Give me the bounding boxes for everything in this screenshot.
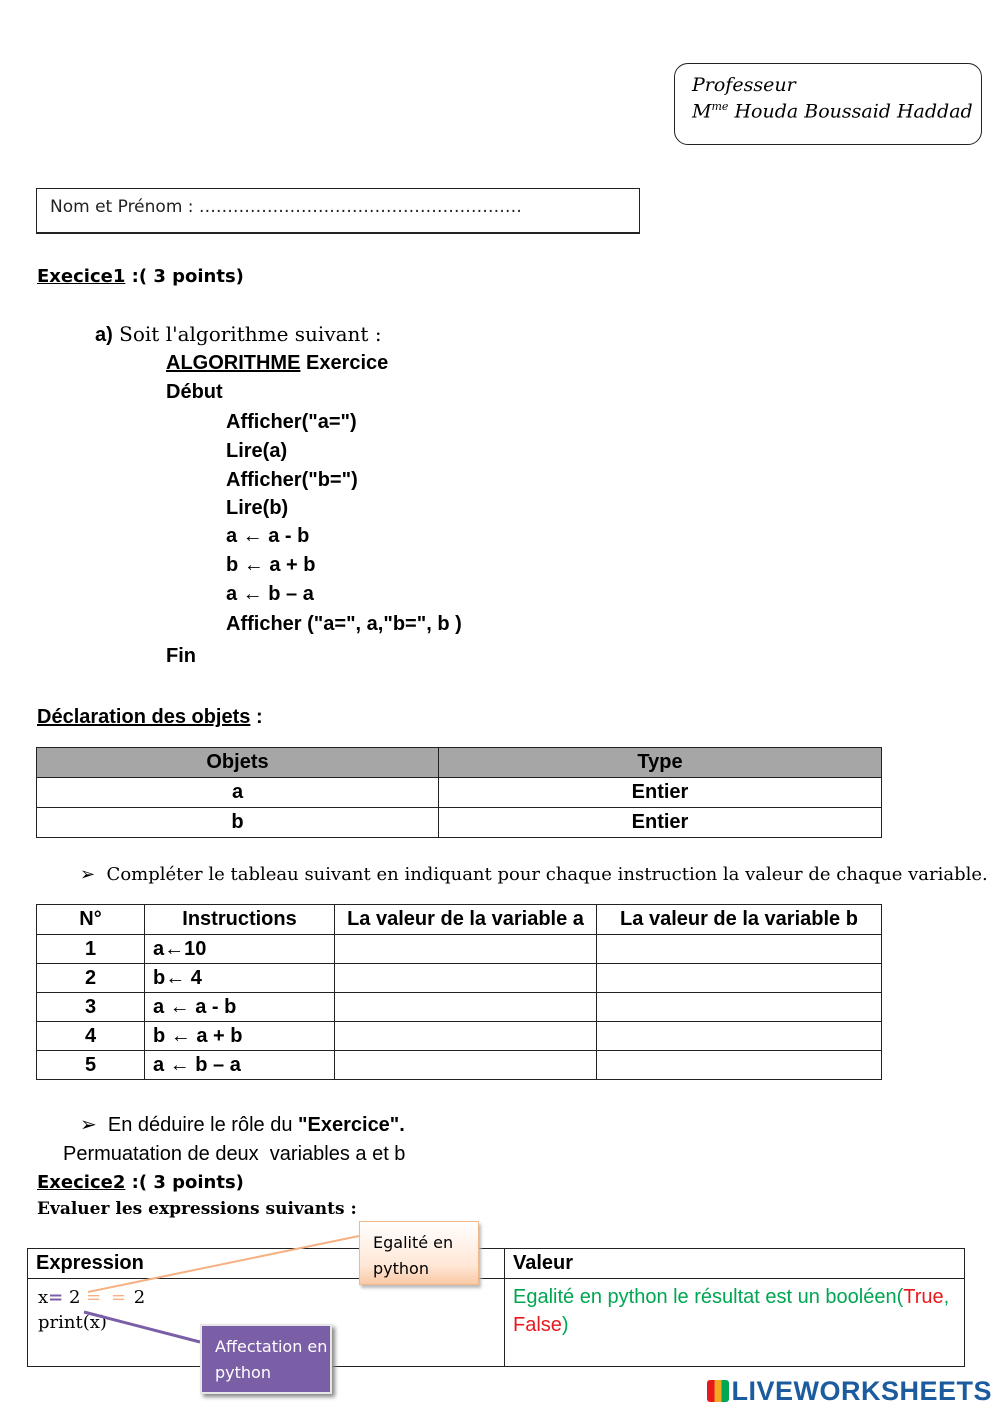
student-name-label: Nom et Prénom : ………………………………………………… — [50, 197, 522, 217]
table-row: b Entier — [37, 808, 882, 838]
part-a-intro: a) Soit l'algorithme suivant : — [95, 322, 382, 346]
trace-header-b: La valeur de la variable b — [597, 905, 882, 935]
algorithm-line: a ← b – a — [226, 583, 314, 605]
table-row: 5 a ← b – a — [37, 1051, 882, 1080]
table-row: 2 b← 4 — [37, 964, 882, 993]
role-answer[interactable]: Permuatation de deux variables a et b — [63, 1143, 406, 1165]
algorithm-end: Fin — [166, 645, 196, 667]
algorithm-header: ALGORITHME Exercice — [166, 352, 389, 374]
table-row: 4 b ← a + b — [37, 1022, 882, 1051]
deduce-instruction: ➢ En déduire le rôle du "Exercice". — [80, 1114, 405, 1136]
trace-header-a: La valeur de la variable a — [335, 905, 597, 935]
equality-callout: Egalité en python — [359, 1221, 479, 1285]
algorithm-begin: Début — [166, 381, 223, 403]
table-row: 3 a ← a - b — [37, 993, 882, 1022]
exercise1-title: Execice1 :( 3 points) — [37, 266, 244, 287]
professor-name: $M^{me}$ Houda Boussaid Haddad — [692, 100, 973, 123]
value-header: Valeur — [505, 1249, 965, 1279]
professor-label: Professeur — [692, 74, 796, 96]
algorithm-line: Afficher("a=") — [226, 411, 357, 433]
expression-header: Expression — [28, 1249, 505, 1279]
algorithm-line: Lire(a) — [226, 440, 288, 462]
table-row: a Entier — [37, 778, 882, 808]
trace-header-instructions: Instructions — [145, 905, 335, 935]
liveworksheets-logo-icon — [707, 1380, 729, 1402]
complete-table-instruction: ➢ Compléter le tableau suivant en indiquant pour chaque instruction la valeur de chaque variable. — [80, 864, 988, 885]
arrow-bullet-icon: ➢ — [80, 1114, 97, 1136]
assignment-callout: Affectation en python — [200, 1324, 332, 1394]
trace-header-num: N° — [37, 905, 145, 935]
algorithm-line: Afficher ("a=", a,"b=", b ) — [226, 613, 462, 635]
arrow-bullet-icon: ➢ — [80, 864, 96, 885]
declaration-title: Déclaration des objets : — [37, 706, 263, 728]
exercise2-title: Execice2 :( 3 points) — [37, 1172, 244, 1193]
algorithm-line: a ← a - b — [226, 525, 310, 547]
assignment-callout-line — [84, 1312, 200, 1342]
algorithm-line: Lire(b) — [226, 497, 289, 519]
exercise2-subtitle: Evaluer les expressions suivants : — [37, 1199, 357, 1219]
expression-cell: x= 2 = = 2 print(x) — [28, 1279, 505, 1367]
equality-callout-line — [88, 1236, 359, 1292]
table-row: 1 a←10 — [37, 935, 882, 964]
objects-header-objets: Objets — [37, 748, 439, 778]
objects-header-type: Type — [439, 748, 882, 778]
value-cell[interactable]: Egalité en python le résultat est un booléen(True, False) — [505, 1279, 965, 1367]
liveworksheets-logo: LIVEWORKSHEETS — [707, 1376, 992, 1407]
algorithm-line: Afficher("b=") — [226, 469, 358, 491]
algorithm-line: b ← a + b — [226, 554, 316, 576]
